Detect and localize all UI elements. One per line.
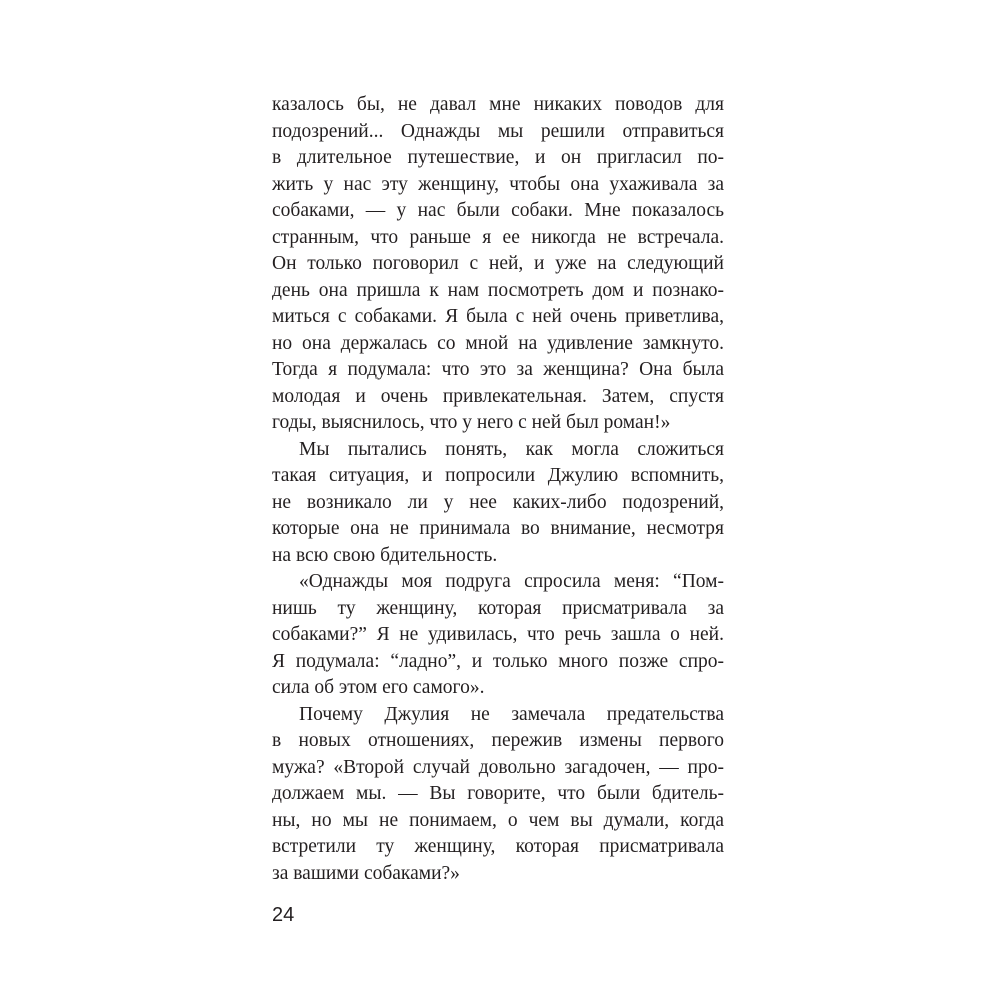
text-line: собаками, — у нас были собаки. Мне показалось — [272, 200, 724, 221]
text-line: встретили ту женщину, которая присматривала — [272, 836, 724, 857]
text-line: не возникало ли у нее каких-либо подозрений, — [272, 491, 724, 513]
text-line: годы, выяснилось, что у него с ней был роман!» — [272, 412, 671, 433]
text-line: «Однажды моя подруга спросила меня: “Пом- — [299, 571, 724, 592]
text-line: Почему Джулия не замечала предательства — [299, 703, 724, 725]
text-line: в длительное путешествие, и он пригласил по- — [272, 147, 724, 168]
text-line: ны, но мы не понимаем, о чем вы думали, когда — [272, 809, 724, 831]
text-line: сила об этом его самого». — [272, 677, 485, 698]
text-line: странным, что раньше я ее никогда не встречала. — [272, 226, 724, 248]
paragraph — [272, 702, 724, 888]
text-line: но она держалась со мной на удивление замкнуто. — [272, 332, 724, 354]
page-number: 24 — [272, 904, 295, 926]
text-line: молодая и очень привлекательная. Затем, спустя — [272, 385, 724, 407]
text-line: подозрений... Однажды мы решили отправиться — [272, 120, 724, 142]
text-line: нишь ту женщину, которая присматривала за — [272, 597, 724, 619]
text-line: Он только поговорил с ней, и уже на следующий — [272, 253, 724, 274]
paragraph — [272, 92, 724, 437]
text-line: Мы пытались понять, как могла сложиться — [299, 438, 724, 460]
text-line: собаками?” Я не удивилась, что речь зашла о ней. — [272, 624, 724, 645]
text-line: которые она не принимала во внимание, несмотря — [272, 518, 724, 539]
text-line: Я подумала: “ладно”, и только много позже спро- — [272, 650, 724, 672]
paragraph — [272, 569, 724, 702]
text-line: казалось бы, не давал мне никаких поводов для — [272, 94, 724, 115]
text-line: такая ситуация, и попросили Джулию вспомнить, — [272, 465, 724, 486]
text-line: жить у нас эту женщину, чтобы она ухаживала за — [272, 173, 724, 195]
text-line: миться с собаками. Я была с ней очень приветлива, — [272, 306, 724, 327]
text-line: день она пришла к нам посмотреть дом и познако- — [272, 279, 724, 301]
text-line: на всю свою бдительность. — [272, 544, 498, 566]
body-text — [272, 92, 724, 887]
paragraph — [272, 437, 724, 570]
text-line: за вашими собаками?» — [272, 862, 460, 884]
text-line: должаем мы. — Вы говорите, что были бдитель- — [272, 783, 724, 804]
text-line: мужа? «Второй случай довольно загадочен, — про- — [272, 756, 724, 778]
text-line: в новых отношениях, пережив измены первого — [272, 730, 724, 751]
text-line: Тогда я подумала: что это за женщина? Она была — [272, 359, 724, 380]
